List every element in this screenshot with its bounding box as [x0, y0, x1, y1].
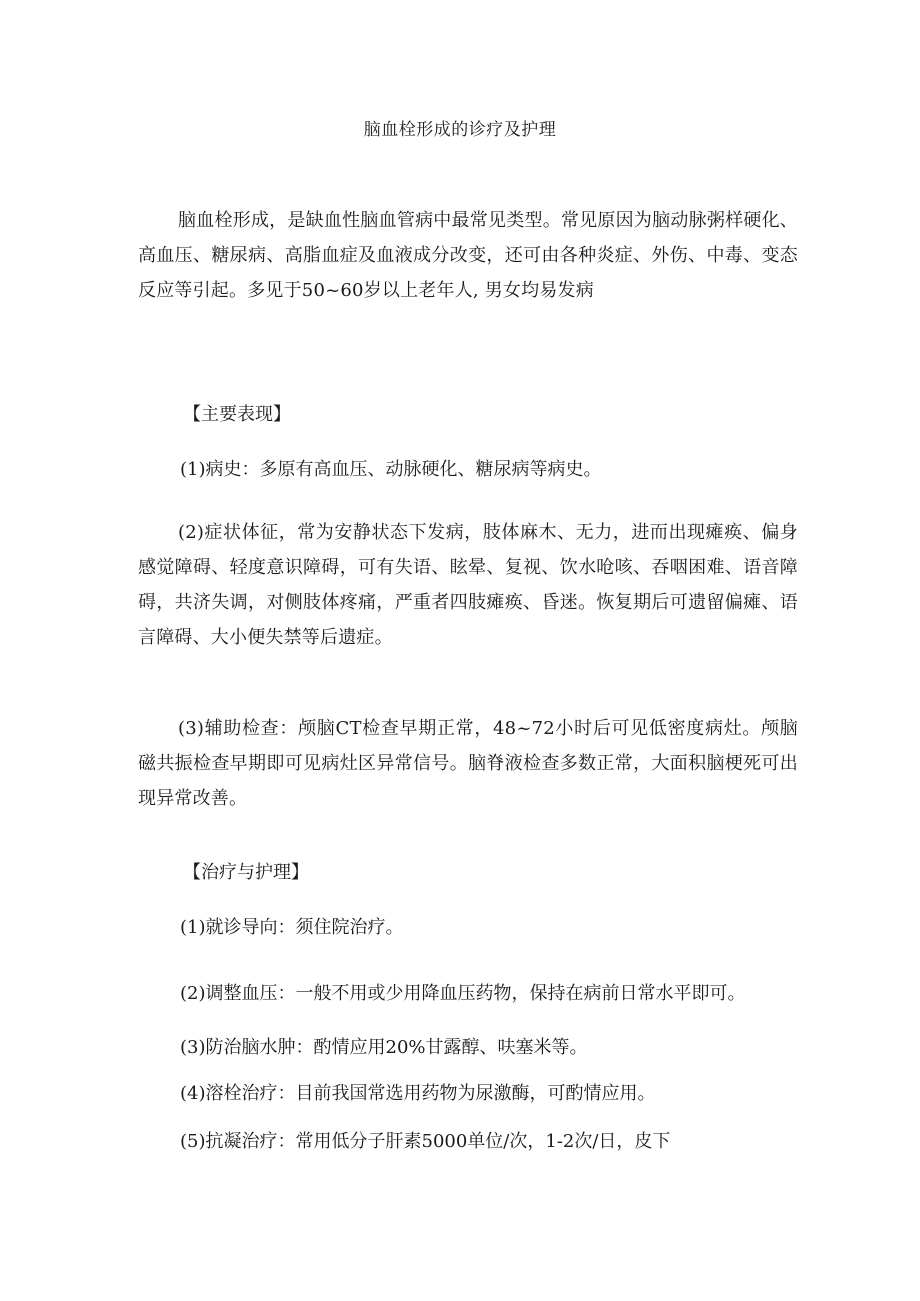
treatment-thrombolysis: (4)溶栓治疗：目前我国常选用药物为尿激酶，可酌情应用。 [180, 1083, 656, 1104]
section-heading-treatment-care: 【治疗与护理】 [183, 862, 309, 883]
treatment-anticoagulation: (5)抗凝治疗：常用低分子肝素5000单位/次，1-2次/日，皮下 [180, 1131, 671, 1152]
manifestation-symptoms: (2)症状体征，常为安静状态下发病，肢体麻木、无力，进而出现瘫痪、偏身感觉障碍、轻度意识障碍，可有失语、眩晕、复视、饮水呛咳、吞咽困难、语音障碍，共济失调，对侧肢体疼痛，严重者四肢瘫痪、昏迷。恢复期后可遗留偏瘫、语言障碍、大小便失禁等后遗症。 [138, 522, 798, 648]
manifestation-auxiliary-exam: (3)辅助检查：颅脑CT检查早期正常，48~72小时后可见低密度病灶。颅脑磁共振检查早期即可见病灶区异常信号。脑脊液检查多数正常，大面积脑梗死可出现异常改善。 [138, 718, 798, 809]
manifestation-history: (1)病史：多原有高血压、动脉硬化、糖尿病等病史。 [180, 459, 602, 480]
intro-paragraph: 脑血栓形成，是缺血性脑血管病中最常见类型。常见原因为脑动脉粥样硬化、高血压、糖尿病、高脂血症及血液成分改变，还可由各种炎症、外伤、中毒、变态反应等引起。多见于50~60岁以上老年人, 男女均易发病 [138, 210, 798, 301]
section-heading-main-manifestations: 【主要表现】 [183, 404, 291, 425]
document-title: 脑血栓形成的诊疗及护理 [363, 120, 557, 140]
treatment-brain-edema: (3)防治脑水肿：酌情应用20%甘露醇、呋塞米等。 [180, 1037, 588, 1058]
treatment-visit-guidance: (1)就诊导向：须住院治疗。 [180, 917, 404, 938]
treatment-blood-pressure: (2)调整血压：一般不用或少用降血压药物，保持在病前日常水平即可。 [180, 983, 746, 1004]
